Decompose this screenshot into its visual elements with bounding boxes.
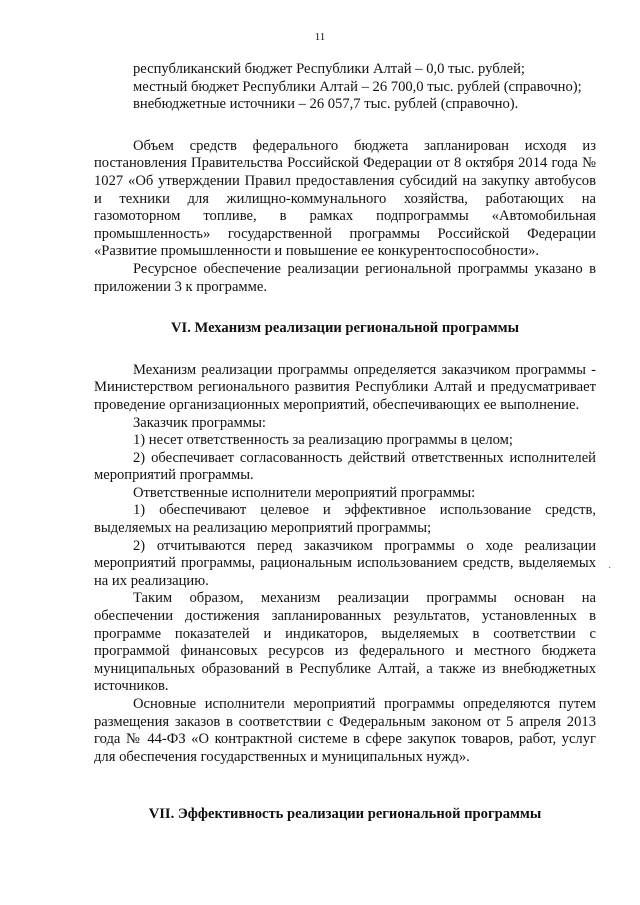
page-number: 11 bbox=[314, 31, 326, 43]
executors-label: Ответственные исполнители мероприятий программы: bbox=[133, 484, 476, 501]
resource-paragraph: Ресурсное обеспечение реализации региональной программы указано в приложении 3 к программе. bbox=[94, 260, 596, 295]
law-paragraph: Основные исполнители мероприятий программы определяются путем размещения заказов в соответствии с Федеральным законом от 5 апреля 2013 года № 44-ФЗ «О контрактной системе в сфере закупок товаров, работ, услуг для обеспечения государственных и муниципальных нужд». bbox=[94, 696, 596, 765]
customer-duty-1: 1) несет ответственность за реализацию программы в целом; bbox=[133, 432, 513, 449]
document-body bbox=[94, 61, 596, 824]
federal-budget-paragraph: Объем средств федерального бюджета запланирован исходя из постановления Правительства Российской Федерации от 8 октября 2014 года № 1027 «Об утверждении Правил предоставления субсидий на закупку автобусов и техники для жилищно-коммунального хозяйства, работающих на газомоторном топливе, в рамках подпрограммы «Автомобильная промышленность» государственной программы Российской Федерации «Развитие промышленности и повышение ее конкурентоспособности». bbox=[94, 137, 596, 260]
budget-extrabudgetary: внебюджетные источники – 26 057,7 тыс. рублей (справочно). bbox=[133, 96, 519, 113]
customer-duty-2: 2) обеспечивает согласованность действий ответственных исполнителей мероприятий программы. bbox=[94, 449, 596, 484]
margin-mark: · bbox=[608, 563, 612, 574]
budget-republic: республиканский бюджет Республики Алтай – 0,0 тыс. рублей; bbox=[133, 61, 525, 77]
mechanism-intro-paragraph: Механизм реализации программы определяется заказчиком программы - Министерством регионального развития Республики Алтай и предусматривает проведение организационных мероприятий, обеспечивающих ее выполнение. bbox=[94, 361, 596, 413]
executors-duty-2: 2) отчитываются перед заказчиком программы о ходе реализации мероприятий программы, рациональным использованием средств, выделяемых на их реализацию. bbox=[94, 537, 596, 589]
section-7-heading: VII. Эффективность реализации региональной программы bbox=[148, 806, 542, 823]
budget-local: местный бюджет Республики Алтай – 26 700,0 тыс. рублей (справочно); bbox=[133, 78, 582, 95]
executors-duty-1: 1) обеспечивают целевое и эффективное использование средств, выделяемых на реализацию мероприятий программы; bbox=[94, 502, 596, 537]
mechanism-summary-paragraph: Таким образом, механизм реализации программы основан на обеспечении достижения запланированных результатов, установленных в программе показателей и индикаторов, выделяемых в соответствии с программой финансовых ресурсов из федерального и местного бюджета муниципальных образований в Республике Алтай, а также из внебюджетных источников. bbox=[94, 590, 596, 695]
section-6-heading: VI. Механизм реализации региональной программы bbox=[171, 320, 519, 337]
customer-label: Заказчик программы: bbox=[133, 414, 266, 431]
